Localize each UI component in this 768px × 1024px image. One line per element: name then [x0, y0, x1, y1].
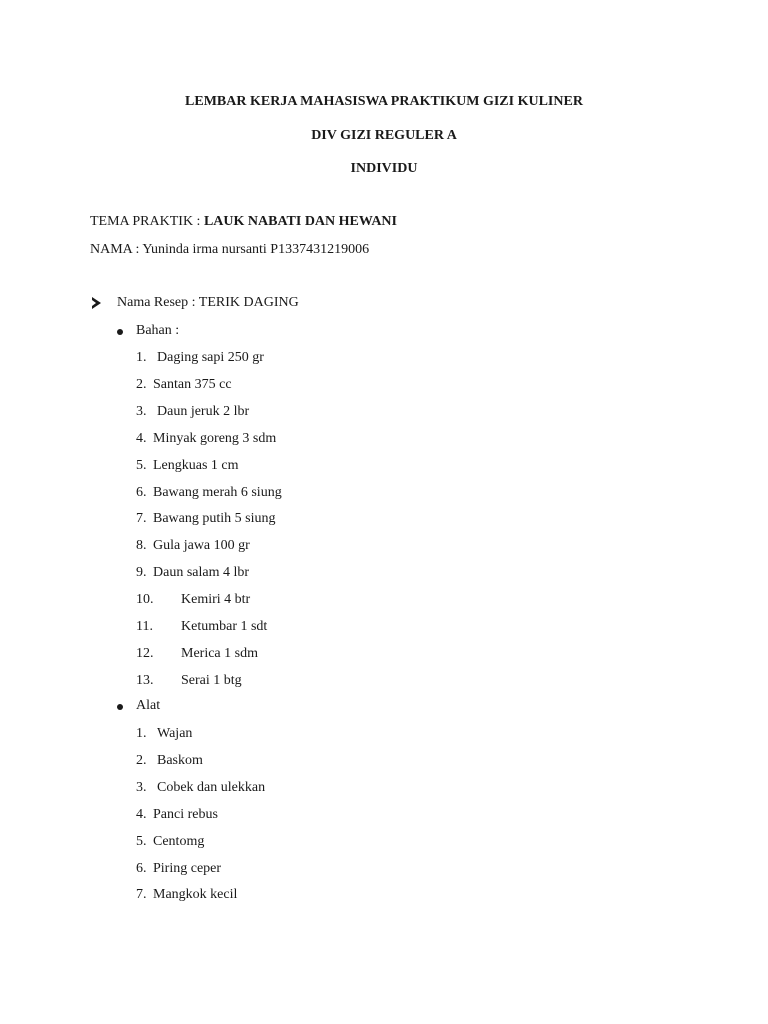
bahan-item-text: Merica 1 sdm — [181, 645, 258, 661]
bullet-icon — [117, 329, 123, 335]
bahan-item-number: 9. — [136, 565, 147, 581]
alat-item-text: Centomg — [153, 833, 205, 849]
bahan-item-text: Daun jeruk 2 lbr — [157, 403, 250, 419]
bahan-item-number: 4. — [136, 430, 147, 446]
bahan-item-text: Kemiri 4 btr — [181, 592, 251, 608]
alat-item-number: 3. — [136, 779, 147, 795]
bahan-item-number: 1. — [136, 350, 147, 365]
alat-item-text: Cobek dan ulekkan — [157, 779, 266, 795]
bahan-heading: Bahan : — [136, 323, 180, 338]
nama-label: NAMA : — [90, 242, 143, 257]
alat-item-number: 4. — [136, 806, 147, 822]
bahan-item-number: 12. — [136, 645, 154, 661]
tema-label: TEMA PRAKTIK : — [90, 214, 204, 229]
alat-item-number: 1. — [136, 726, 147, 741]
bahan-item-number: 5. — [136, 457, 147, 473]
bahan-item-text: Bawang merah 6 siung — [153, 484, 282, 500]
bahan-item-number: 11. — [136, 619, 153, 634]
bahan-item-text: Daun salam 4 lbr — [153, 565, 250, 581]
alat-item-text: Mangkok kecil — [153, 887, 238, 903]
bahan-item-number: 13. — [136, 672, 154, 688]
tema-line — [90, 214, 397, 230]
bahan-item-number: 7. — [136, 511, 147, 527]
bahan-item-text: Gula jawa 100 gr — [153, 538, 250, 554]
bahan-item-text: Bawang putih 5 siung — [153, 511, 276, 527]
alat-item-number: 7. — [136, 887, 147, 903]
nama-line — [90, 242, 369, 258]
alat-item-number: 2. — [136, 752, 147, 768]
recipe-name: Nama Resep : TERIK DAGING — [117, 295, 299, 310]
alat-item-text: Baskom — [157, 752, 203, 768]
bahan-item-text: Minyak goreng 3 sdm — [153, 430, 277, 446]
arrow-bullet-icon — [92, 297, 101, 309]
bahan-item-text: Santan 375 cc — [153, 376, 232, 392]
bahan-item-text: Serai 1 btg — [181, 672, 242, 688]
tema-value: LAUK NABATI DAN HEWANI — [203, 214, 397, 229]
bahan-item-text: Lengkuas 1 cm — [153, 457, 239, 473]
bahan-item-number: 2. — [136, 376, 147, 392]
alat-item-text: Panci rebus — [153, 806, 218, 822]
assignment-type: INDIVIDU — [350, 161, 418, 176]
alat-heading: Alat — [136, 698, 161, 713]
document-title: LEMBAR KERJA MAHASISWA PRAKTIKUM GIZI KULINER — [185, 94, 583, 109]
alat-item-text: Wajan — [157, 726, 193, 741]
bullet-icon — [117, 704, 123, 710]
alat-item-number: 5. — [136, 833, 147, 849]
nama-value: Yuninda irma nursanti P1337431219006 — [142, 242, 370, 257]
alat-item-text: Piring ceper — [153, 860, 222, 876]
bahan-item-number: 8. — [136, 538, 147, 554]
bahan-item-text: Daging sapi 250 gr — [157, 350, 264, 365]
bahan-item-number: 3. — [136, 403, 147, 419]
class-subtitle: DIV GIZI REGULER A — [311, 128, 457, 143]
alat-item-number: 6. — [136, 860, 147, 876]
bahan-item-number: 10. — [136, 592, 154, 608]
bahan-item-text: Ketumbar 1 sdt — [181, 619, 268, 634]
bahan-item-number: 6. — [136, 484, 147, 500]
